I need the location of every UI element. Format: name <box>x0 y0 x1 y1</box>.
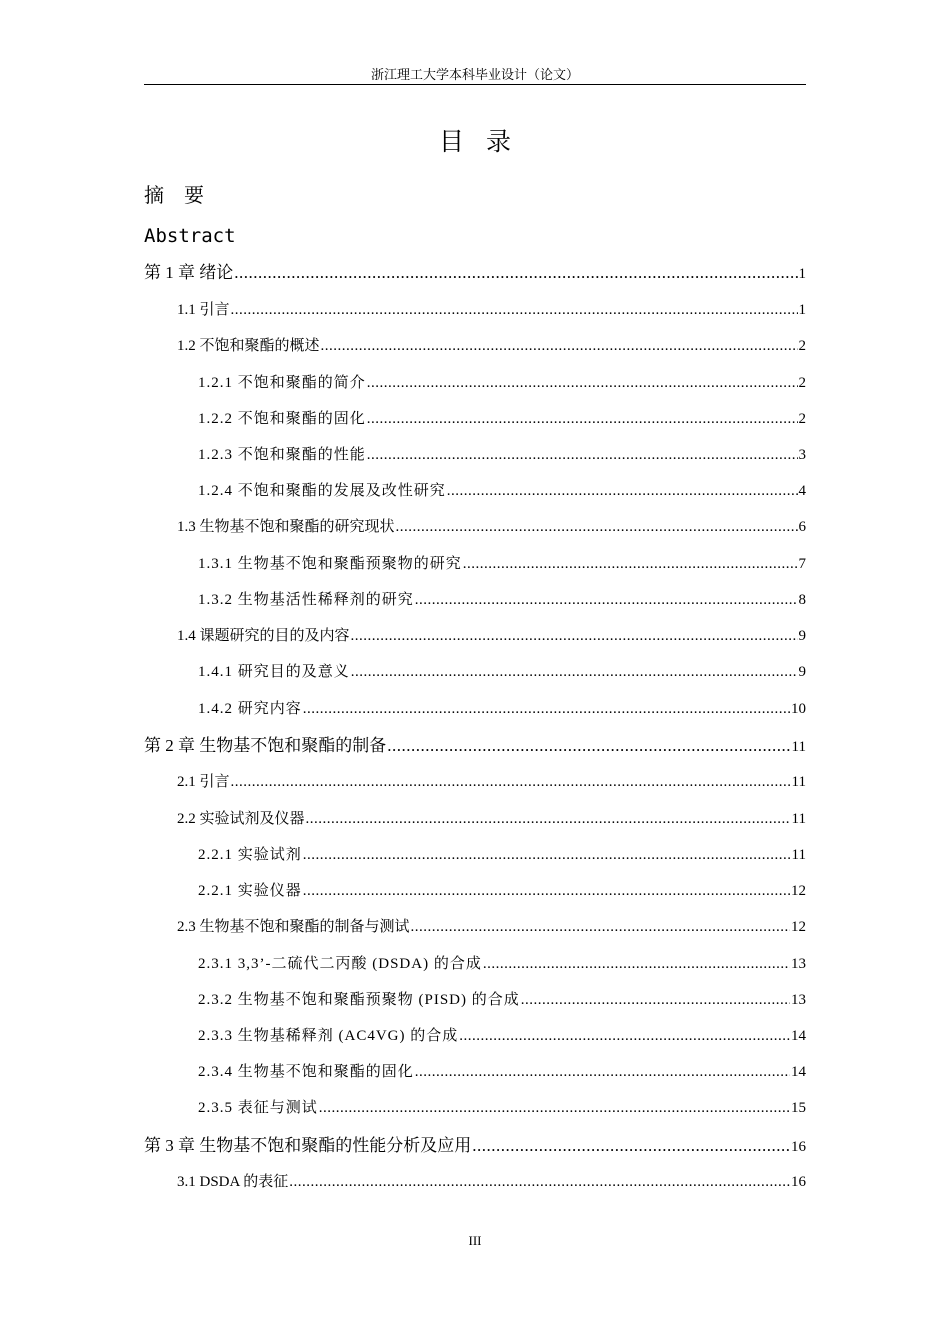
dot-leader <box>411 915 790 939</box>
toc-entry-label: 1.3 生物基不饱和聚酯的研究现状 <box>177 519 395 535</box>
toc-entry-page: 6 <box>798 519 806 535</box>
toc-entry-label: 2.3.3 生物基稀释剂 (AC4VG) 的合成 <box>198 1028 459 1044</box>
toc-entry[interactable] <box>177 334 806 358</box>
toc-entry-label: 第 3 章 生物基不饱和聚酯的性能分析及应用 <box>144 1136 472 1155</box>
toc-entry[interactable] <box>144 1134 806 1158</box>
toc-entry[interactable] <box>198 443 806 467</box>
toc-entry-label: 2.2 实验试剂及仪器 <box>177 811 305 827</box>
toc-entry-label: 1.2.4 不饱和聚酯的发展及改性研究 <box>198 483 446 499</box>
toc-entry[interactable] <box>177 807 806 831</box>
dot-leader <box>521 988 790 1012</box>
dot-leader <box>367 443 798 467</box>
dot-leader <box>472 1134 790 1158</box>
toc-entry-label: 1.3.1 生物基不饱和聚酯预聚物的研究 <box>198 556 462 572</box>
toc-heading-abstract-en[interactable]: Abstract <box>144 225 236 247</box>
toc-entry-label: 1.4.2 研究内容 <box>198 701 302 717</box>
toc-entry-label: 1.2 不饱和聚酯的概述 <box>177 338 320 354</box>
dot-leader <box>351 660 798 684</box>
toc-heading-abstract-cn[interactable]: 摘 要 <box>144 185 204 207</box>
toc-entry-label: 2.2.1 实验试剂 <box>198 847 302 863</box>
toc-entry-page: 11 <box>791 847 806 863</box>
toc-entry-page: 4 <box>798 483 806 499</box>
toc-entry-label: 2.3.1 3,3’-二硫代二丙酸 (DSDA) 的合成 <box>198 956 482 972</box>
toc-entry-label: 1.1 引言 <box>177 302 230 318</box>
toc-entry-page: 7 <box>798 556 806 572</box>
dot-leader <box>447 479 798 503</box>
toc-entry[interactable] <box>198 552 806 576</box>
toc-entry-label: 2.1 引言 <box>177 774 230 790</box>
toc-entry[interactable] <box>198 952 806 976</box>
toc-entry[interactable] <box>144 261 806 285</box>
toc-entry[interactable] <box>177 770 806 794</box>
toc-entry[interactable] <box>198 843 806 867</box>
toc-entry-page: 1 <box>798 302 806 318</box>
toc-entry-page: 9 <box>798 664 806 680</box>
toc-entry-page: 15 <box>791 1100 806 1116</box>
toc-entry-page: 9 <box>798 628 806 644</box>
toc-entry-page: 1 <box>798 266 806 282</box>
toc-entry-page: 3 <box>798 447 806 463</box>
toc-entry[interactable] <box>198 479 806 503</box>
toc-entry-page: 2 <box>798 338 806 354</box>
toc-entry[interactable] <box>198 660 806 684</box>
toc-entry[interactable] <box>198 1024 806 1048</box>
dot-leader <box>483 952 790 976</box>
header-text: 浙江理工大学本科毕业设计（论文） <box>370 67 579 82</box>
dot-leader <box>303 879 790 903</box>
toc-entry[interactable] <box>198 1060 806 1084</box>
dot-leader <box>367 407 798 431</box>
dot-leader <box>396 515 798 539</box>
toc-entry-label: 2.3.4 生物基不饱和聚酯的固化 <box>198 1064 414 1080</box>
dot-leader <box>321 334 798 358</box>
toc-entry-label: 第 2 章 生物基不饱和聚酯的制备 <box>144 736 387 755</box>
toc-entry[interactable] <box>198 371 806 395</box>
toc-entry-label: 1.4 课题研究的目的及内容 <box>177 628 350 644</box>
dot-leader <box>306 807 791 831</box>
toc-entry-page: 14 <box>791 1028 806 1044</box>
page-footer <box>0 1232 950 1250</box>
toc-entry[interactable] <box>144 734 806 758</box>
dot-leader <box>303 843 791 867</box>
toc-entry[interactable] <box>177 1170 806 1194</box>
toc-entry[interactable] <box>177 515 806 539</box>
toc-entry-label: 2.3 生物基不饱和聚酯的制备与测试 <box>177 919 410 935</box>
toc-entry-label: 1.2.2 不饱和聚酯的固化 <box>198 411 366 427</box>
toc-entry-label: 2.3.5 表征与测试 <box>198 1100 318 1116</box>
toc-entry-page: 2 <box>798 375 806 391</box>
toc-entry-page: 12 <box>791 919 806 935</box>
toc-entry-page: 2 <box>798 411 806 427</box>
toc-entry-page: 13 <box>791 956 806 972</box>
toc-entry[interactable] <box>198 407 806 431</box>
page-header <box>144 66 806 85</box>
toc-entry[interactable] <box>177 915 806 939</box>
toc-entry[interactable] <box>177 298 806 322</box>
toc-entry-page: 13 <box>791 992 806 1008</box>
dot-leader <box>415 1060 790 1084</box>
dot-leader <box>234 261 797 285</box>
toc-entry-label: 1.2.3 不饱和聚酯的性能 <box>198 447 366 463</box>
toc-entry-page: 8 <box>798 592 806 608</box>
dot-leader <box>367 371 798 395</box>
dot-leader <box>319 1096 790 1120</box>
toc-entry-label: 第 1 章 绪论 <box>144 263 234 282</box>
toc-entry[interactable] <box>198 988 806 1012</box>
toc-entry[interactable] <box>198 1096 806 1120</box>
dot-leader <box>351 624 798 648</box>
toc-entry-page: 11 <box>791 811 806 827</box>
toc-entry-page: 10 <box>791 701 806 717</box>
toc-entry-page: 16 <box>791 1139 806 1155</box>
dot-leader <box>387 734 790 758</box>
toc-entry[interactable] <box>177 624 806 648</box>
toc-entry-label: 3.1 DSDA 的表征 <box>177 1174 289 1190</box>
dot-leader <box>303 697 790 721</box>
dot-leader <box>231 298 798 322</box>
dot-leader <box>415 588 798 612</box>
toc-entry[interactable] <box>198 588 806 612</box>
toc-entry-page: 11 <box>791 739 806 755</box>
toc-entry-label: 1.2.1 不饱和聚酯的简介 <box>198 375 366 391</box>
toc-entry-page: 16 <box>791 1174 806 1190</box>
toc-entry-page: 14 <box>791 1064 806 1080</box>
toc-entry-label: 1.3.2 生物基活性稀释剂的研究 <box>198 592 414 608</box>
page-number: III <box>468 1233 482 1248</box>
toc-entry[interactable] <box>198 697 806 721</box>
dot-leader <box>459 1024 790 1048</box>
dot-leader <box>289 1170 790 1194</box>
toc-entry-page: 11 <box>791 774 806 790</box>
toc-entry-page: 12 <box>791 883 806 899</box>
toc-entry[interactable] <box>198 879 806 903</box>
toc-entry-label: 2.3.2 生物基不饱和聚酯预聚物 (PISD) 的合成 <box>198 992 520 1008</box>
dot-leader <box>463 552 798 576</box>
toc-entry-label: 1.4.1 研究目的及意义 <box>198 664 350 680</box>
toc-title: 目录 <box>438 129 533 156</box>
dot-leader <box>231 770 791 794</box>
toc-entry-label: 2.2.1 实验仪器 <box>198 883 302 899</box>
